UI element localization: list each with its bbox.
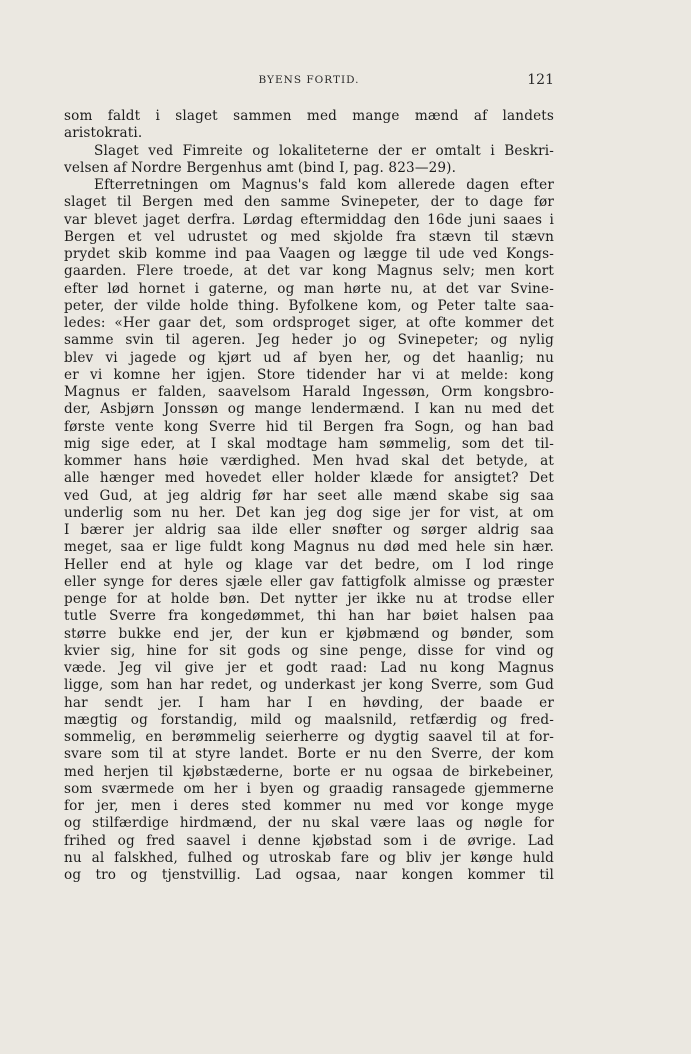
text-line: har sendt jer. I ham har I en høvding, der baade er [64,694,554,711]
text-line: efter lød hornet i gaterne, og man hørte nu, at det var Svine- [64,280,554,297]
text-line: er vi komne her igjen. Store tidender har vi at melde: kong [64,366,554,383]
text-line: som sværmede om her i byen og graadig ransagede gjemmerne [64,780,554,797]
text-line: I bærer jer aldrig saa ilde eller snøfter og sørger aldrig saa [64,522,554,538]
running-title: BYENS FORTID. [258,74,360,86]
text-line: slaget til Bergen med den samme Svinepeter, der to dage før [64,194,554,211]
text-line: gaarden. Flere troede, at det var kong Magnus selv; men kort [64,263,554,280]
text-line: blev vi jagede og kjørt ud af byen her, og det haanlig; nu [64,349,554,366]
text-line: tutle Sverre fra kongedømmet, thi han har bøiet halsen paa [64,608,554,625]
text-line: Magnus er falden, saavelsom Harald Ingessøn, Orm kongsbro- [64,384,554,400]
text-line: større bukke end jer, der kun er kjøbmænd og bønder, som [64,625,554,642]
text-line: med herjen til kjøbstæderne, borte er nu ogsaa de birkebeiner, [64,763,554,780]
text-line: ligge, som han har redet, og underkast jer kong Sverre, som Gud [64,677,554,694]
text-line: kommer hans høie værdighed. Men hvad skal det betyde, at [64,453,554,469]
text-line: velsen af Nordre Bergenhus amt (bind I, pag. 823—29). [64,159,457,176]
text-line: Bergen et vel udrustet og med skjolde fra stævn til stævn [64,228,554,245]
text-line: frihed og fred saavel i denne kjøbstad som i de øvrige. Lad [64,832,554,849]
text-line: svare som til at styre landet. Borte er nu den Sverre, der kom [64,746,554,763]
text-line: var blevet jaget derfra. Lørdag eftermiddag den 16de juni saaes i [64,211,554,228]
text-line: ved Gud, at jeg aldrig før har seet alle mænd skabe sig saa [64,487,554,504]
body-text [64,108,554,884]
text-line: der, Asbjørn Jonssøn og mange lendermænd. I kan nu med det [64,401,554,418]
text-line: sommelig, en berømmelig seierherre og dygtig saavel til at for- [64,729,554,745]
text-line: penge for at holde bøn. Det nytter jer ikke nu at trodse eller [64,591,554,607]
text-line: prydet skib komme ind paa Vaagen og lægge til ude ved Kongs- [64,246,554,262]
text-line: ledes: «Her gaar det, som ordsproget siger, at ofte kommer det [64,315,554,331]
text-line: peter, der vilde holde thing. Byfolkene kom, og Peter talte saa- [64,297,554,314]
page-number: 121 [527,72,554,88]
text-line: mig sige eder, at I skal modtage ham sømmelig, som det til- [64,435,554,452]
text-line: kvier sig, hine for sit gods og sine penge, disse for vind og [64,642,554,659]
text-line: underlig som nu her. Det kan jeg dog sige jer for vist, at om [64,504,554,521]
text-line: væde. Jeg vil give jer et godt raad: Lad nu kong Magnus [64,660,554,676]
text-line: og stilfærdige hirdmænd, der nu skal være laas og nøgle for [64,815,554,832]
text-line: mægtig og forstandig, mild og maalsnild, retfærdig og fred- [64,711,554,728]
text-line: meget, saa er lige fuldt kong Magnus nu død med hele sin hær. [64,539,554,556]
text-line: for jer, men i deres sted kommer nu med vor konge myge [64,798,554,814]
text-line: og tro og tjenstvillig. Lad ogsaa, naar kongen kommer til [64,867,554,883]
text-line: Efterretningen om Magnus's fald kom allerede dagen efter [94,177,554,193]
page-header [64,74,554,94]
text-line: nu al falskhed, fulhed og utroskab fare og bliv jer kønge huld [64,849,554,866]
text-line: første vente kong Sverre hid til Bergen fra Sogn, og han bad [64,418,554,435]
text-line: eller synge for deres sjæle eller gav fattigfolk almisse og præster [64,573,554,590]
text-line: aristokrati. [64,125,143,142]
text-line: samme svin til ageren. Jeg heder jo og Svinepeter; og nylig [64,332,554,349]
text-line: Slaget ved Fimreite og lokaliteterne der er omtalt i Beskri- [94,142,554,159]
text-line: Heller end at hyle og klage var det bedre, om I lod ringe [64,556,554,573]
text-line: alle hænger med hovedet eller holder klæde for ansigtet? Det [64,470,554,487]
text-line: som faldt i slaget sammen med mange mænd af landets [64,108,554,124]
